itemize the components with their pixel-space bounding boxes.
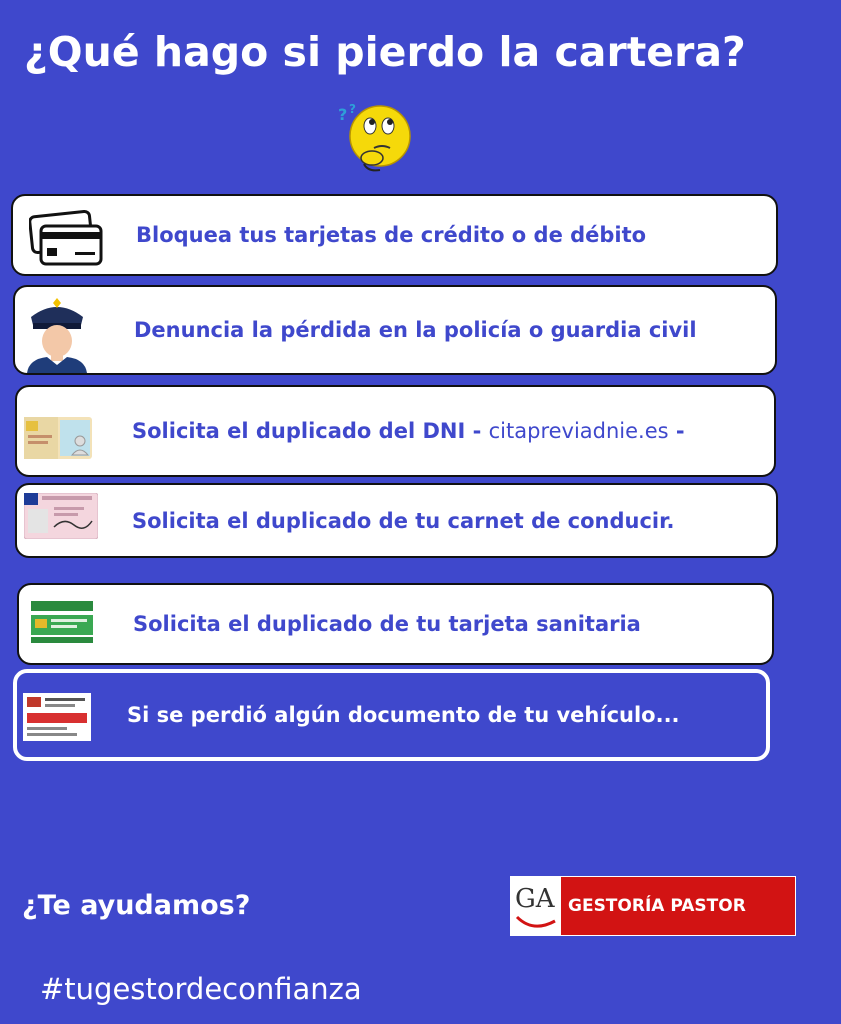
gestoria-pastor-logo[interactable] (510, 876, 796, 936)
dni-website-link[interactable]: citapreviadnie.es (488, 419, 669, 443)
hashtag: #tugestordeconfianza (40, 972, 362, 1006)
credit-card-icon (29, 208, 105, 268)
step-card-block-cards[interactable] (11, 194, 778, 276)
svg-text:?: ? (349, 102, 356, 116)
step-card-health-card[interactable] (17, 583, 774, 665)
step-suffix: - (668, 419, 685, 443)
driving-license-icon (24, 493, 98, 539)
step-label: Solicita el duplicado de tu tarjeta sanitaria (133, 612, 641, 636)
step-label: Denuncia la pérdida en la policía o guardia civil (134, 318, 697, 342)
thinking-face-icon (334, 100, 414, 172)
vehicle-document-icon (23, 693, 91, 741)
step-label: Bloquea tus tarjetas de crédito o de débito (136, 223, 647, 247)
step-card-vehicle-documents[interactable] (13, 669, 770, 761)
page-title: ¿Qué hago si pierdo la cartera? (24, 28, 746, 76)
svg-text:?: ? (338, 105, 348, 124)
step-card-driving-license[interactable] (15, 483, 778, 558)
health-card-icon (31, 601, 93, 643)
step-label: Solicita el duplicado de tu carnet de conducir. (132, 508, 675, 533)
logo-text: GESTORÍA PASTOR (568, 896, 746, 916)
step-label (132, 419, 685, 443)
id-card-icon (24, 417, 92, 459)
step-label: Si se perdió algún documento de tu vehículo... (127, 703, 680, 727)
step-card-dni[interactable] (15, 385, 776, 477)
police-officer-icon (25, 295, 89, 373)
logo-monogram-icon (511, 877, 561, 935)
help-question: ¿Te ayudamos? (22, 890, 251, 921)
svg-text:GA: GA (515, 884, 555, 914)
step-card-report-loss[interactable] (13, 285, 777, 375)
logo-mark (511, 877, 561, 935)
step-text: Solicita el duplicado del DNI - (132, 419, 489, 443)
